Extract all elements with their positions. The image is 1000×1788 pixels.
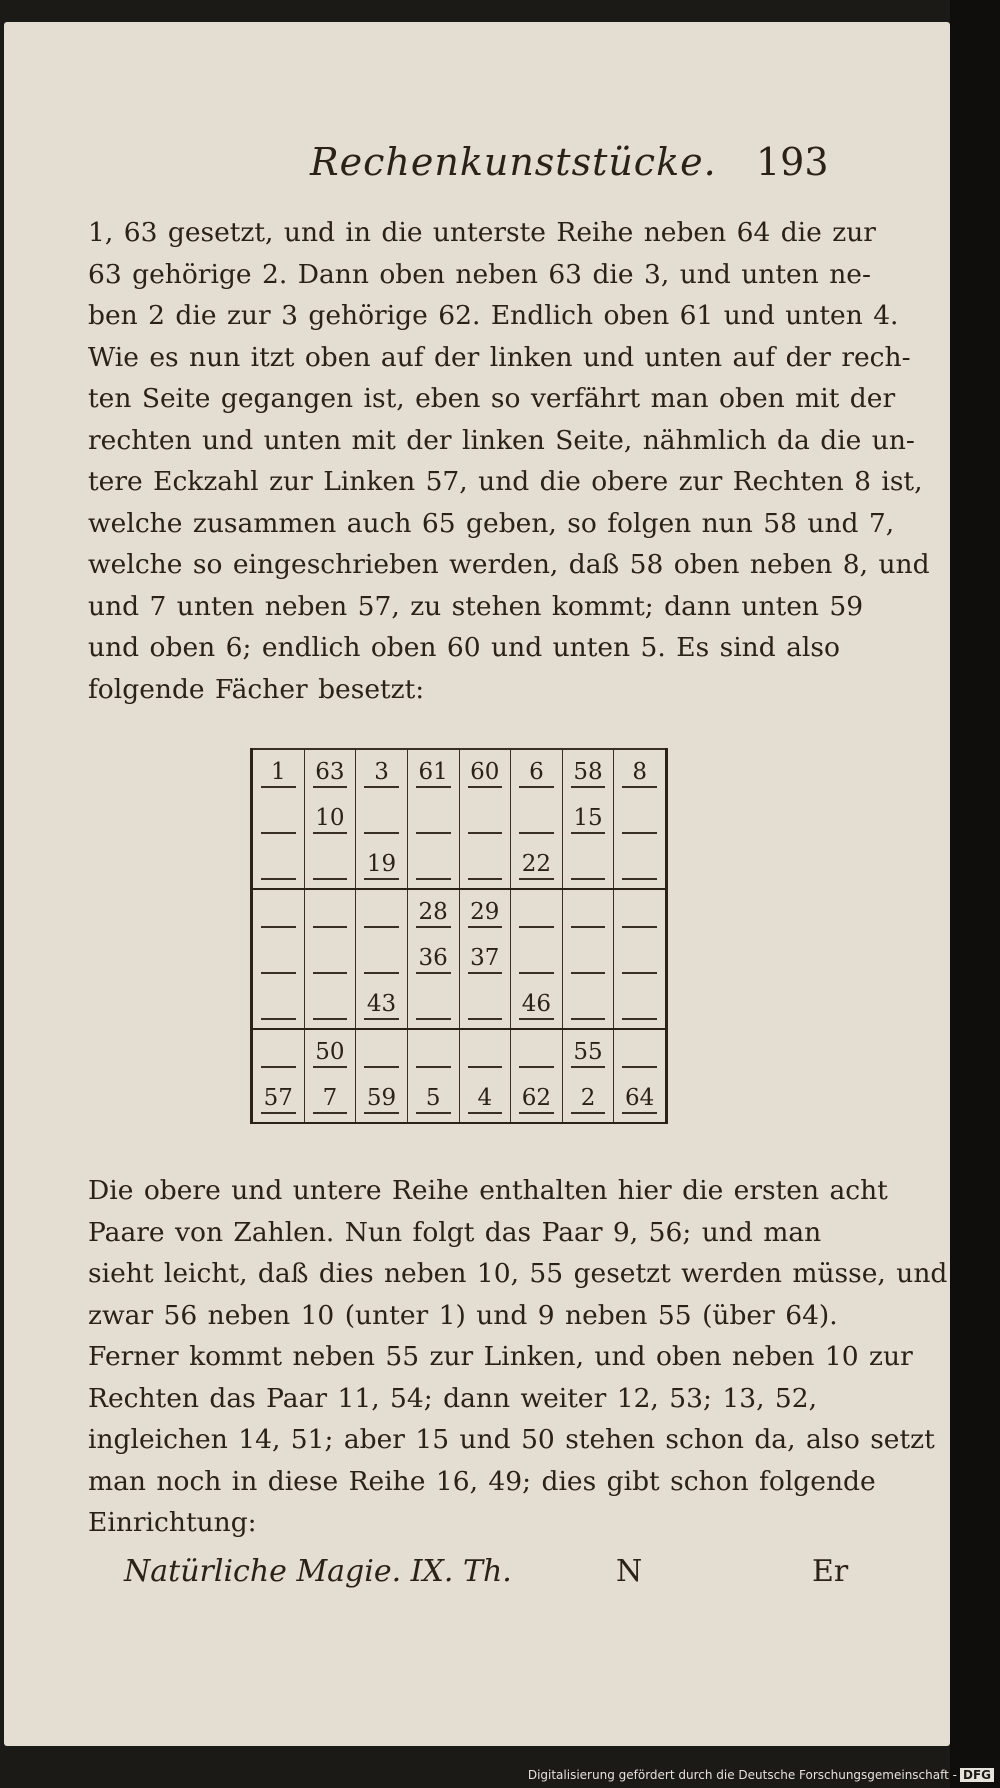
table-cell — [304, 1076, 356, 1123]
text-line: Die obere und untere Reihe enthalten hier die ersten acht — [88, 1175, 888, 1206]
cell-value: 1 — [261, 758, 296, 788]
cell-value: 22 — [519, 850, 554, 880]
table-row — [252, 982, 667, 1029]
cell-value — [622, 850, 657, 880]
table-cell — [511, 936, 563, 982]
signature-line: Natürliche Magie. IX. Th. — [124, 1554, 512, 1589]
text-line: zwar 56 neben 10 (unter 1) und 9 neben 55 (über 64). — [88, 1299, 838, 1331]
table-cell — [252, 842, 305, 889]
paragraph-1 — [88, 212, 930, 710]
table-cell — [407, 749, 459, 796]
cell-value — [622, 804, 657, 834]
table-cell — [511, 1029, 563, 1076]
cell-value: 10 — [313, 804, 348, 834]
table-cell — [511, 889, 563, 936]
table-cell — [407, 982, 459, 1029]
cell-value — [468, 850, 503, 880]
cell-value — [519, 1038, 554, 1068]
text-line: 1, 63 gesetzt, und in die unterste Reihe neben 64 die zur — [88, 217, 876, 248]
table-cell — [511, 796, 563, 842]
table-cell — [356, 1029, 408, 1076]
cell-value: 64 — [622, 1084, 657, 1114]
table-cell — [614, 936, 667, 982]
cell-value — [313, 850, 348, 880]
cell-value — [416, 1038, 451, 1068]
cell-value: 6 — [519, 758, 554, 788]
table-cell — [459, 1076, 511, 1123]
table-cell — [252, 749, 305, 796]
table-cell — [304, 982, 356, 1029]
cell-value: 8 — [622, 758, 657, 788]
cell-value — [313, 898, 348, 928]
catchword: Er — [812, 1554, 849, 1589]
cell-value: 15 — [571, 804, 606, 834]
table-cell — [614, 842, 667, 889]
table-cell — [459, 796, 511, 842]
table-cell — [252, 889, 305, 936]
cell-value: 63 — [313, 758, 348, 788]
table-row — [252, 842, 667, 889]
cell-value: 37 — [468, 944, 503, 974]
table-cell — [356, 889, 408, 936]
table-cell — [614, 1076, 667, 1123]
table-cell — [459, 749, 511, 796]
table-cell — [252, 936, 305, 982]
text-line: Paare von Zahlen. Nun folgt das Paar 9, 56; und man — [88, 1216, 822, 1248]
table-cell — [252, 1076, 305, 1123]
page-number: 193 — [756, 140, 829, 184]
cell-value — [313, 944, 348, 974]
table-cell — [511, 749, 563, 796]
table-cell — [459, 982, 511, 1029]
text-line: folgende Fächer besetzt: — [88, 673, 425, 705]
cell-value — [571, 944, 606, 974]
table-cell — [356, 842, 408, 889]
text-line: welche zusammen auch 65 geben, so folgen nun 58 und 7, — [88, 507, 895, 539]
table-cell — [356, 796, 408, 842]
cell-value: 29 — [468, 898, 503, 928]
text-line: ten Seite gegangen ist, eben so verfährt man oben mit der — [88, 383, 896, 414]
table-cell — [252, 796, 305, 842]
table-cell — [304, 889, 356, 936]
paragraph-2 — [88, 1170, 947, 1544]
cell-value: 28 — [416, 898, 451, 928]
cell-value: 19 — [364, 850, 399, 880]
table-cell — [459, 842, 511, 889]
table-cell — [562, 936, 614, 982]
table-cell — [304, 749, 356, 796]
cell-value — [416, 850, 451, 880]
cell-value — [622, 898, 657, 928]
cell-value: 3 — [364, 758, 399, 788]
cell-value — [364, 1038, 399, 1068]
table-cell — [511, 842, 563, 889]
text-line: Wie es nun itzt oben auf der linken und unten auf der rech- — [88, 341, 911, 373]
table-cell — [356, 982, 408, 1029]
table-cell — [356, 749, 408, 796]
table-cell — [252, 982, 305, 1029]
cell-value — [571, 850, 606, 880]
table-cell — [356, 936, 408, 982]
cell-value — [519, 898, 554, 928]
text-line: und 7 unten neben 57, zu stehen kommt; dann unten 59 — [88, 590, 864, 622]
cell-value — [313, 990, 348, 1020]
table-cell — [562, 749, 614, 796]
cell-value — [261, 990, 296, 1020]
text-line: Ferner kommt neben 55 zur Linken, und oben neben 10 zur — [88, 1341, 913, 1372]
cell-value — [261, 944, 296, 974]
table-row — [252, 936, 667, 982]
table-row — [252, 1076, 667, 1123]
table-cell — [407, 1076, 459, 1123]
table-cell — [562, 1029, 614, 1076]
cell-value — [519, 804, 554, 834]
table-cell — [562, 982, 614, 1029]
text-line: ingleichen 14, 51; aber 15 und 50 stehen schon da, also setzt — [88, 1424, 935, 1455]
table-row — [252, 749, 667, 796]
table-row — [252, 796, 667, 842]
cell-value — [416, 804, 451, 834]
table-cell — [511, 982, 563, 1029]
book-page — [4, 22, 950, 1746]
cell-value — [261, 850, 296, 880]
table-cell — [459, 889, 511, 936]
table-cell — [304, 1029, 356, 1076]
table-cell — [459, 936, 511, 982]
cell-value — [261, 898, 296, 928]
cell-value — [622, 944, 657, 974]
text-line: und oben 6; endlich oben 60 und unten 5. Es sind also — [88, 632, 840, 663]
text-line: ben 2 die zur 3 gehörige 62. Endlich oben 61 und unten 4. — [88, 300, 899, 331]
table-cell — [252, 1029, 305, 1076]
running-head-title: Rechenkunststücke. — [310, 140, 717, 184]
cell-value — [468, 804, 503, 834]
cell-value: 46 — [519, 990, 554, 1020]
text-line: 63 gehörige 2. Dann oben neben 63 die 3, und unten ne- — [88, 258, 871, 290]
cell-value — [261, 1038, 296, 1068]
table-cell — [614, 796, 667, 842]
cell-value: 57 — [261, 1084, 296, 1114]
table-cell — [562, 796, 614, 842]
table-cell — [407, 1029, 459, 1076]
running-head — [4, 118, 950, 184]
digitization-text: Digitalisierung gefördert durch die Deutsche Forschungsgemeinschaft - — [527, 1768, 957, 1782]
cell-value: 7 — [313, 1084, 348, 1114]
text-line: sieht leicht, daß dies neben 10, 55 gesetzt werden müsse, und — [88, 1258, 948, 1289]
text-line: rechten und unten mit der linken Seite, nähmlich da die un- — [88, 424, 915, 456]
cell-value: 55 — [571, 1038, 606, 1068]
cell-value: 4 — [468, 1084, 503, 1114]
table-row — [252, 889, 667, 936]
cell-value — [622, 990, 657, 1020]
sheet-mark: N — [616, 1554, 643, 1589]
cell-value — [571, 898, 606, 928]
page-edge-shadow — [950, 0, 1000, 1788]
table-cell — [614, 982, 667, 1029]
table-cell — [614, 749, 667, 796]
table-cell — [562, 889, 614, 936]
table-cell — [614, 1029, 667, 1076]
text-line: tere Eckzahl zur Linken 57, und die obere zur Rechten 8 ist, — [88, 466, 923, 497]
cell-value — [468, 1038, 503, 1068]
table-cell — [304, 842, 356, 889]
table-cell — [407, 936, 459, 982]
table-cell — [614, 889, 667, 936]
cell-value: 2 — [571, 1084, 606, 1114]
table-cell — [356, 1076, 408, 1123]
cell-value: 59 — [364, 1084, 399, 1114]
dfg-logo: DFG — [960, 1768, 994, 1782]
cell-value — [571, 990, 606, 1020]
table-cell — [459, 1029, 511, 1076]
cell-value: 61 — [416, 758, 451, 788]
cell-value: 36 — [416, 944, 451, 974]
cell-value: 58 — [571, 758, 606, 788]
cell-value: 5 — [416, 1084, 451, 1114]
table-cell — [562, 842, 614, 889]
table-row — [252, 1029, 667, 1076]
cell-value — [416, 990, 451, 1020]
table-cell — [562, 1076, 614, 1123]
table-cell — [407, 796, 459, 842]
cell-value: 43 — [364, 990, 399, 1020]
text-line: Einrichtung: — [88, 1507, 257, 1538]
cell-value: 60 — [468, 758, 503, 788]
cell-value — [622, 1038, 657, 1068]
digitization-credit — [528, 1768, 994, 1782]
table-cell — [407, 889, 459, 936]
table-cell — [407, 842, 459, 889]
cell-value — [261, 804, 296, 834]
table-cell — [304, 796, 356, 842]
cell-value — [519, 944, 554, 974]
table-cell — [304, 936, 356, 982]
text-line: welche so eingeschrieben werden, daß 58 oben neben 8, und — [88, 549, 930, 580]
magic-square-table — [250, 748, 668, 1124]
cell-value — [364, 898, 399, 928]
cell-value — [468, 990, 503, 1020]
text-line: man noch in diese Reihe 16, 49; dies gibt schon folgende — [88, 1465, 876, 1497]
cell-value — [364, 804, 399, 834]
cell-value: 62 — [519, 1084, 554, 1114]
table-cell — [511, 1076, 563, 1123]
cell-value — [364, 944, 399, 974]
cell-value: 50 — [313, 1038, 348, 1068]
text-line: Rechten das Paar 11, 54; dann weiter 12, 53; 13, 52, — [88, 1382, 818, 1414]
